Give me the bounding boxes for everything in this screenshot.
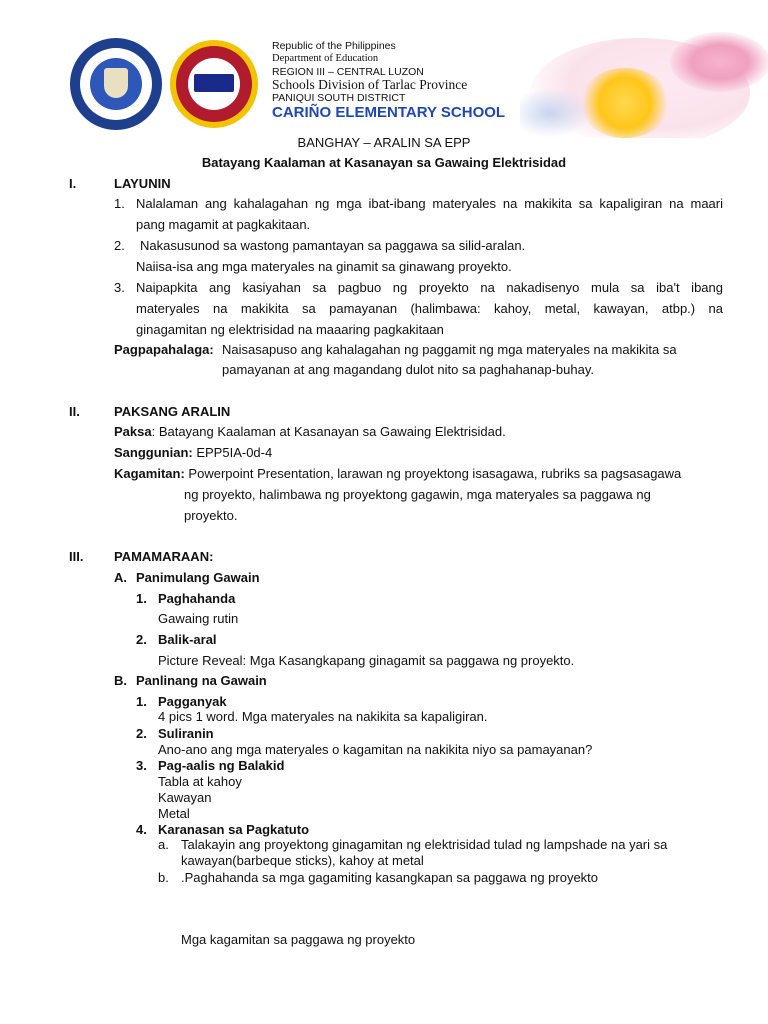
objective-1-line-2: pang magamit at pagkakitaan. [136, 217, 311, 232]
part-a-1-heading: Paghahanda [158, 591, 236, 606]
deped-seal-logo [70, 38, 162, 130]
header-department: Department of Education [272, 53, 379, 64]
materials-line-1: Powerpoint Presentation, larawan ng proyektong isasagawa, rubriks sa pagsasagawa [188, 466, 682, 481]
materials-row [114, 466, 681, 481]
objective-1-line-1: Nalalaman ang kahalagahan ng mga ibat-ibang materyales na makikita sa kapaligiran na maari [136, 196, 723, 211]
section-3-number: III. [69, 549, 84, 564]
objective-3-line-1: Naipapkita ang kasiyahan sa pagbuo ng proyekto na nakadisenyo mula sa iba't ibang [136, 280, 723, 295]
section-1-number: I. [69, 176, 77, 191]
document-title: BANGHAY – ARALIN SA EPP [297, 135, 471, 150]
school-seal-logo [170, 40, 258, 128]
header-republic: Republic of the Philippines [272, 40, 396, 52]
part-a-2-text: Picture Reveal: Mga Kasangkapang ginagamit sa paggawa ng proyekto. [158, 653, 575, 668]
part-b-3-item-1: Tabla at kahoy [158, 774, 242, 789]
header-division: Schools Division of Tarlac Province [272, 77, 468, 92]
header-flower-decoration [520, 28, 768, 138]
part-a-1-number: 1. [136, 591, 147, 606]
section-2-heading: PAKSANG ARALIN [114, 404, 231, 419]
document-subtitle: Batayang Kaalaman at Kasanayan sa Gawaing Elektrisidad [201, 155, 567, 170]
part-b-4-a-line-2: kawayan(barbeque sticks), kahoy at metal [181, 853, 424, 868]
part-b-3-heading: Pag-aalis ng Balakid [158, 758, 285, 773]
objective-3-number: 3. [114, 280, 125, 295]
section-3-heading: PAMAMARAAN: [114, 549, 214, 564]
part-b-4-number: 4. [136, 822, 147, 837]
materials-label: Kagamitan: [114, 466, 185, 481]
topic-value: : Batayang Kaalaman at Kasanayan sa Gawaing Elektrisidad. [151, 424, 506, 439]
header-region: REGION III – CENTRAL LUZON [272, 66, 424, 78]
part-a-letter: A. [114, 570, 127, 585]
values-label: Pagpapahalaga: [114, 342, 214, 357]
objective-3-line-3: ginagamitan ng elektrisidad na maaaring pagkakitaan [136, 322, 444, 337]
objective-3-line-2: materyales na makikita sa pamayanan (halimbawa: kahoy, metal, kawayan, atbp.) na [136, 301, 723, 316]
materials-caption: Mga kagamitan sa paggawa ng proyekto [181, 932, 416, 947]
objective-2-line-1: Nakasusunod sa wastong pamantayan sa paggawa sa silid-aralan. [140, 238, 526, 253]
part-b-4-heading: Karanasan sa Pagkatuto [158, 822, 310, 837]
section-1-heading: LAYUNIN [114, 176, 171, 191]
part-b-heading: Panlinang na Gawain [136, 673, 267, 688]
part-b-1-number: 1. [136, 694, 147, 709]
values-line-1: Naisasapuso ang kahalagahan ng paggamit ng mga materyales na makikita sa [222, 342, 677, 357]
topic-label: Paksa [114, 424, 152, 439]
objective-2-line-2: Naiisa-isa ang mga materyales na ginamit sa ginawang proyekto. [136, 259, 512, 274]
part-b-2-text: Ano-ano ang mga materyales o kagamitan na nakikita niyo sa pamayanan? [158, 742, 593, 757]
section-2-number: II. [69, 404, 80, 419]
part-b-4-a-line-1: Talakayin ang proyektong ginagamitan ng elektrisidad tulad ng lampshade na yari sa [181, 837, 668, 852]
reference-label: Sanggunian: [114, 445, 193, 460]
header-district: PANIQUI SOUTH DISTRICT [272, 92, 406, 104]
part-b-letter: B. [114, 673, 127, 688]
materials-line-2: ng proyekto, halimbawa ng proyektong gagawin, mga materyales sa paggawa ng [184, 487, 651, 502]
part-b-2-number: 2. [136, 726, 147, 741]
part-b-4-a-letter: a. [158, 837, 169, 852]
part-b-1-heading: Pagganyak [158, 694, 227, 709]
values-line-2: pamayanan at ang magandang dulot nito sa paghahanap-buhay. [222, 362, 594, 377]
part-b-3-number: 3. [136, 758, 147, 773]
part-a-1-text: Gawaing rutin [158, 611, 239, 626]
objective-1-number: 1. [114, 196, 125, 211]
part-b-2-heading: Suliranin [158, 726, 214, 741]
part-b-3-item-3: Metal [158, 806, 190, 821]
part-b-3-item-2: Kawayan [158, 790, 212, 805]
header-school-name: CARIÑO ELEMENTARY SCHOOL [272, 104, 506, 121]
reference-row [114, 445, 272, 460]
objective-2-number: 2. [114, 238, 125, 253]
part-b-1-text: 4 pics 1 word. Mga materyales na nakikita sa kapaligiran. [158, 709, 488, 724]
materials-line-3: proyekto. [184, 508, 238, 523]
part-b-4-b-letter: b. [158, 870, 169, 885]
topic-row [114, 424, 506, 439]
part-a-heading: Panimulang Gawain [136, 570, 260, 585]
part-b-4-b-line-1: .Paghahanda sa mga gagamiting kasangkapan sa paggawa ng proyekto [181, 870, 599, 885]
part-a-2-heading: Balik-aral [158, 632, 217, 647]
reference-value: EPP5IA-0d-4 [196, 445, 273, 460]
part-a-2-number: 2. [136, 632, 147, 647]
